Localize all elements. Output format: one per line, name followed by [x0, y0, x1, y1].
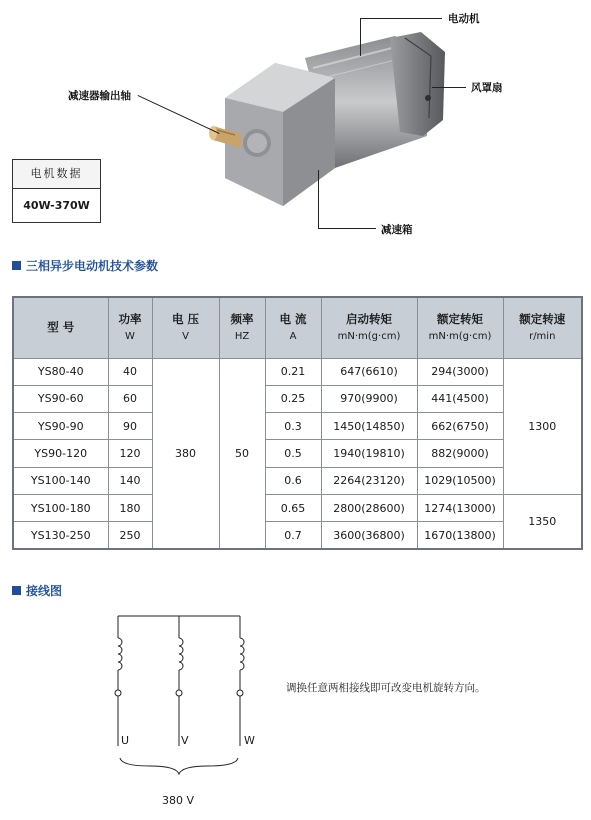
fan-cover-label: 风罩扇 — [471, 82, 503, 94]
motor-label: 电动机 — [448, 13, 480, 25]
cell-rated-torque: 1274(13000) — [417, 494, 503, 521]
table-header-row — [13, 297, 582, 358]
gearbox-leader-line-horizontal — [318, 228, 376, 229]
header-current: 电 流 A — [265, 297, 321, 358]
motor-data-title: 电机数据 — [13, 160, 100, 189]
cell-current: 0.3 — [265, 413, 321, 440]
wiring-section-title-text: 接线图 — [26, 584, 63, 598]
terminal-v-label: V — [181, 734, 189, 747]
table-row — [13, 440, 582, 467]
cell-current: 0.7 — [265, 522, 321, 549]
cell-current: 0.65 — [265, 494, 321, 521]
terminal-u-label: U — [121, 734, 130, 747]
motor-illustration — [195, 8, 455, 218]
cell-frequency: 50 — [219, 358, 265, 549]
cell-rated-torque: 662(6750) — [417, 413, 503, 440]
cell-model: YS80-40 — [13, 358, 108, 385]
cell-power: 120 — [108, 440, 152, 467]
table-row — [13, 385, 582, 412]
cell-rated-torque: 1029(10500) — [417, 467, 503, 494]
header-start-torque: 启动转矩 mN·m(g·cm) — [321, 297, 417, 358]
cell-start-torque: 3600(36800) — [321, 522, 417, 549]
cell-power: 140 — [108, 467, 152, 494]
table-row — [13, 494, 582, 521]
section-bullet-icon — [12, 261, 21, 270]
table-row — [13, 413, 582, 440]
cell-current: 0.25 — [265, 385, 321, 412]
cell-power: 250 — [108, 522, 152, 549]
cell-model: YS90-90 — [13, 413, 108, 440]
cell-power: 180 — [108, 494, 152, 521]
motor-data-box — [12, 159, 101, 223]
cell-start-torque: 2264(23120) — [321, 467, 417, 494]
header-rated-torque: 额定转矩 mN·m(g·cm) — [417, 297, 503, 358]
fan-cover-leader-line — [432, 87, 466, 88]
motor-leader-line-vertical — [360, 18, 361, 56]
cell-power: 90 — [108, 413, 152, 440]
wiring-diagram — [100, 608, 260, 778]
cell-rated-speed: 1350 — [503, 494, 582, 549]
cell-voltage: 380 — [152, 358, 219, 549]
gearbox-leader-line — [318, 170, 319, 228]
table-row — [13, 467, 582, 494]
terminal-w-label: W — [244, 734, 255, 747]
cell-start-torque: 2800(28600) — [321, 494, 417, 521]
spec-section-title-text: 三相异步电动机技术参数 — [26, 259, 159, 273]
header-power: 功率 W — [108, 297, 152, 358]
cell-rated-torque: 882(9000) — [417, 440, 503, 467]
gearbox-label: 减速箱 — [381, 224, 413, 236]
cell-start-torque: 970(9900) — [321, 385, 417, 412]
cell-current: 0.21 — [265, 358, 321, 385]
motor-data-range: 40W-370W — [23, 199, 90, 212]
table-row — [13, 522, 582, 549]
cell-rated-torque: 1670(13800) — [417, 522, 503, 549]
cell-start-torque: 647(6610) — [321, 358, 417, 385]
cell-start-torque: 1940(19810) — [321, 440, 417, 467]
cell-model: YS90-60 — [13, 385, 108, 412]
cell-rated-torque: 294(3000) — [417, 358, 503, 385]
cell-model: YS100-140 — [13, 467, 108, 494]
cell-rated-torque: 441(4500) — [417, 385, 503, 412]
cell-current: 0.5 — [265, 440, 321, 467]
wiring-note: 调换任意两相接线即可改变电机旋转方向。 — [286, 682, 486, 694]
header-frequency: 频率 HZ — [219, 297, 265, 358]
cell-rated-speed: 1300 — [503, 358, 582, 494]
cell-start-torque: 1450(14850) — [321, 413, 417, 440]
supply-voltage-label: 380 V — [162, 794, 195, 807]
cell-model: YS130-250 — [13, 522, 108, 549]
header-model: 型 号 — [13, 297, 108, 358]
cell-power: 60 — [108, 385, 152, 412]
header-voltage: 电 压 V — [152, 297, 219, 358]
cell-model: YS90-120 — [13, 440, 108, 467]
spec-table — [12, 296, 583, 550]
output-shaft-label: 减速器输出轴 — [68, 90, 131, 102]
cell-power: 40 — [108, 358, 152, 385]
cell-model: YS100-180 — [13, 494, 108, 521]
wiring-section-title — [12, 582, 62, 599]
spec-section-title — [12, 257, 158, 274]
header-rated-speed: 额定转速 r/min — [503, 297, 582, 358]
table-row — [13, 358, 582, 385]
section-bullet-icon — [12, 586, 21, 595]
motor-leader-line — [360, 18, 442, 19]
cell-current: 0.6 — [265, 467, 321, 494]
